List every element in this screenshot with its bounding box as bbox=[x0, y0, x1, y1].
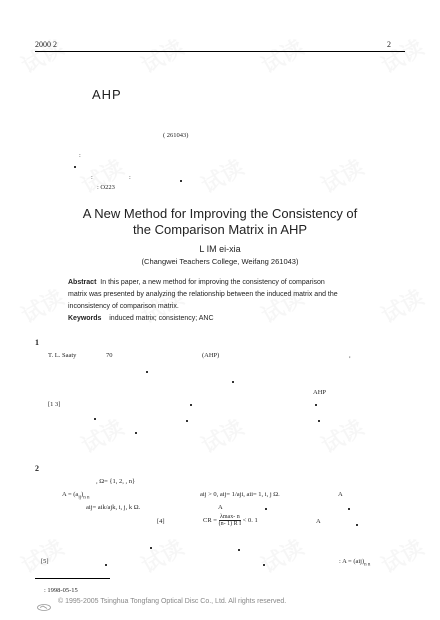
cn-keywords-mark: : bbox=[91, 174, 93, 181]
section-1-ahp-abbr: (AHP) bbox=[202, 352, 220, 359]
watermark-text bbox=[315, 151, 369, 200]
matrix-a-final bbox=[339, 558, 370, 567]
footnote-rule bbox=[35, 578, 110, 579]
punct-dot bbox=[150, 547, 152, 549]
watermark-text bbox=[15, 531, 69, 580]
watermark-text bbox=[375, 531, 429, 580]
watermark-text bbox=[15, 31, 69, 80]
en-title-line-1: A New Method for Improving the Consistency of bbox=[82, 206, 358, 221]
section-1-comma: , bbox=[349, 352, 351, 359]
watermark-text bbox=[255, 31, 309, 80]
matrix-order: n n bbox=[83, 495, 90, 501]
cr-rhs: < 0. 1 bbox=[242, 516, 258, 524]
section-1-ref: [1 3] bbox=[48, 401, 61, 408]
watermark-text bbox=[195, 151, 249, 200]
matrix-definition bbox=[62, 491, 90, 500]
watermark-text bbox=[255, 281, 309, 330]
reciprocal-condition: aij > 0, aij= 1/aji, aii= 1, i, j Ω. bbox=[200, 491, 280, 498]
punct-dot bbox=[232, 381, 234, 383]
author-name: L IM ei-xia bbox=[199, 244, 241, 254]
cnki-logo bbox=[37, 598, 51, 605]
matrix-a-open: A = (a bbox=[62, 491, 79, 498]
punct-dot bbox=[94, 418, 96, 420]
matrix-a-label-1: A bbox=[338, 491, 343, 498]
abstract-label: Abstract bbox=[68, 279, 97, 286]
matrix-final-text: : A = (aij) bbox=[339, 558, 365, 565]
cnki-logo-icon bbox=[37, 604, 51, 611]
watermark-text bbox=[75, 411, 129, 460]
ref-5: [5] bbox=[41, 558, 49, 565]
watermark-text bbox=[375, 281, 429, 330]
watermark-text bbox=[255, 531, 309, 580]
header-rule bbox=[35, 51, 405, 52]
watermark-text bbox=[135, 531, 189, 580]
punct-dot bbox=[265, 508, 267, 510]
running-header-page: 2 bbox=[387, 40, 391, 49]
consistency-condition: aij= aik/ajk, i, j, k Ω. bbox=[86, 504, 141, 511]
watermark-text bbox=[75, 151, 129, 200]
matrix-a-label-2: A bbox=[218, 504, 223, 511]
watermark-text bbox=[15, 281, 69, 330]
cn-affiliation: ( 261043) bbox=[163, 132, 189, 139]
copyright-notice: © 1995-2005 Tsinghua Tongfang Optical Disc Co., Ltd. All rights reserved. bbox=[58, 598, 287, 605]
keywords-line bbox=[68, 315, 214, 322]
punct-dot bbox=[238, 549, 240, 551]
received-date: : 1998-05-15 bbox=[44, 587, 78, 594]
cr-numerator: λmax- n bbox=[219, 514, 240, 520]
cr-formula bbox=[203, 514, 258, 527]
matrix-subscript: ij bbox=[78, 495, 82, 501]
cn-keywords-mark-2: : bbox=[129, 174, 131, 181]
section-1-number: 1 bbox=[35, 338, 39, 347]
punct-dot bbox=[263, 564, 265, 566]
abstract-line-2: matrix was presented by analyzing the relationship between the induced matrix and the bbox=[68, 291, 338, 298]
punct-dot bbox=[146, 371, 148, 373]
punct-dot bbox=[105, 564, 107, 566]
keywords-text: induced matrix; consistency; ANC bbox=[109, 315, 214, 322]
cr-fraction bbox=[219, 514, 242, 527]
matrix-a-label-3: A bbox=[316, 518, 321, 525]
keywords-label: Keywords bbox=[68, 315, 102, 322]
cr-denominator: (n- 1) R I bbox=[218, 521, 242, 527]
abstract-line-3: inconsistency of comparison matrix. bbox=[68, 303, 179, 310]
author-affiliation: (Changwei Teachers College, Weifang 261043) bbox=[141, 257, 299, 266]
cr-lhs: CR = bbox=[203, 516, 217, 524]
punct-dot bbox=[315, 404, 317, 406]
watermark-text bbox=[135, 31, 189, 80]
ref-4: [4] bbox=[157, 518, 165, 525]
cn-classification: : O223 bbox=[97, 184, 115, 191]
matrix-final-order: n n bbox=[364, 562, 371, 568]
watermark-text bbox=[375, 31, 429, 80]
section-1-saaty: T. L. Saaty bbox=[48, 352, 77, 359]
en-title-line-2: the Comparison Matrix in AHP bbox=[132, 222, 308, 237]
punct-dot bbox=[190, 404, 192, 406]
punct-dot bbox=[180, 180, 182, 182]
punct-dot bbox=[74, 166, 76, 168]
cn-abstract-mark: : bbox=[79, 152, 81, 159]
watermark-text bbox=[315, 411, 369, 460]
punct-dot bbox=[135, 432, 137, 434]
abstract-line-1 bbox=[68, 279, 325, 286]
set-omega-def: , Ω= {1, 2, , n} bbox=[96, 478, 136, 485]
cn-title: AHP bbox=[92, 87, 122, 102]
watermark-text bbox=[195, 411, 249, 460]
punct-dot bbox=[356, 524, 358, 526]
section-2-number: 2 bbox=[35, 464, 39, 473]
section-1-ahp: AHP bbox=[313, 389, 327, 396]
punct-dot bbox=[318, 420, 320, 422]
abstract-text-1: In this paper, a new method for improving the consistency of comparison bbox=[100, 279, 325, 286]
section-1-seventies: 70 bbox=[106, 352, 113, 359]
punct-dot bbox=[348, 508, 350, 510]
matrix-a-close: ) bbox=[81, 491, 84, 498]
punct-dot bbox=[186, 420, 188, 422]
running-header-left: 2000 2 bbox=[35, 40, 57, 49]
